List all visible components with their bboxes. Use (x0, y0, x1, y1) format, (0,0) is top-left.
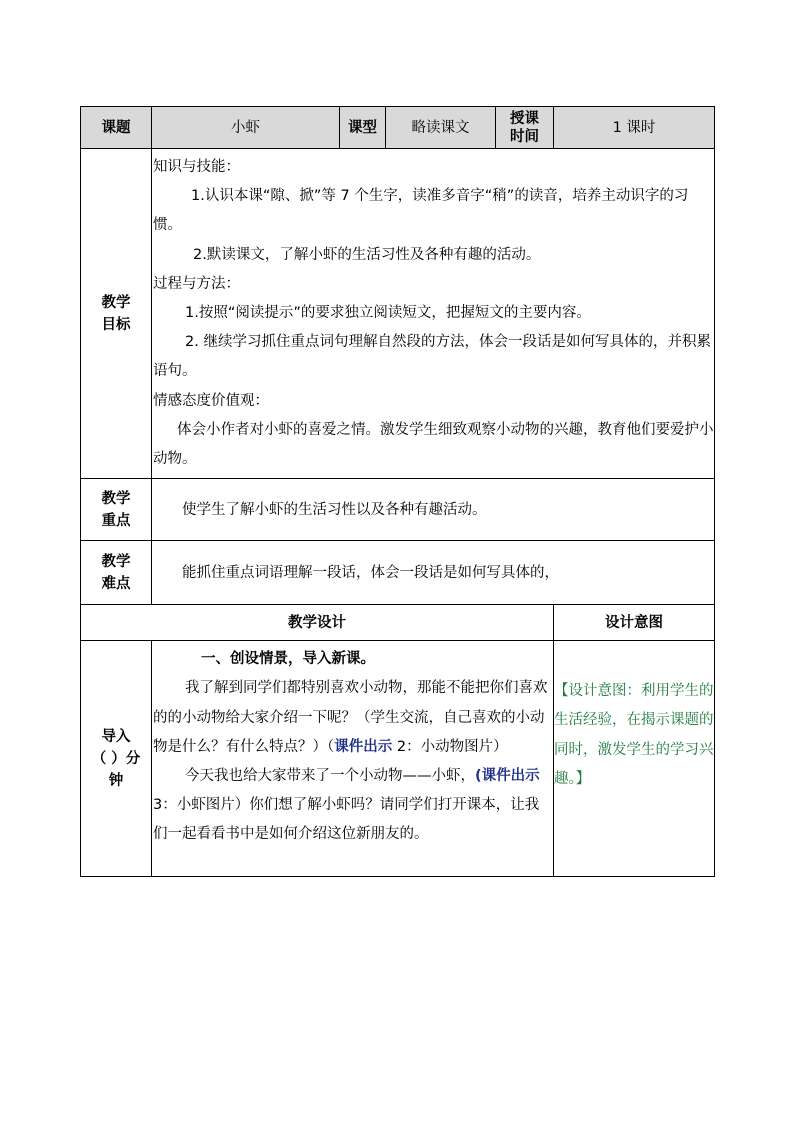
intro-paragraph-1-tail: 2：小动物图片） (392, 738, 508, 755)
time-label (496, 107, 554, 149)
section-header-row (81, 605, 715, 641)
intro-label-line1: 导入 (101, 728, 131, 745)
time-label-line2: 时间 (510, 128, 539, 145)
key-point-label (81, 479, 152, 541)
intro-title: 一、创设情景，导入新课。 (201, 651, 375, 668)
type-label: 课型 (340, 107, 386, 149)
intro-paragraph-1-text: 我了解到同学们都特别喜欢小动物，那能不能把你们喜欢的的小动物给大家介绍一下呢？（学生交流，自己喜欢的小动物是什么？有什么特点？）（ (153, 680, 548, 755)
key-point-label-line2: 重点 (101, 512, 131, 529)
header-row (81, 107, 715, 149)
intro-paragraph-2-text: 今天我也给大家带来了一个小动物——小虾， (185, 768, 475, 785)
lesson-plan-table (80, 106, 715, 877)
difficulty-row (81, 541, 715, 605)
intro-label-line2: （ ）分 (91, 750, 141, 767)
objectives-item: 2.默读课文，了解小虾的生活习性及各种有趣的活动。 (193, 246, 541, 263)
objectives-label-line1: 教学 (101, 294, 131, 311)
difficulty-label (81, 541, 152, 605)
topic-value: 小虾 (152, 107, 340, 149)
objectives-heading-knowledge: 知识与技能： (153, 159, 240, 175)
objectives-row (81, 149, 715, 479)
intro-label (81, 641, 152, 877)
objectives-heading-process: 过程与方法： (153, 275, 240, 292)
difficulty-label-line2: 难点 (101, 575, 131, 592)
objectives-item: 1.认识本课“隙、掀”等 7 个生字，读准多音字“稍”的读音，培养主动识字的习惯。 (153, 188, 689, 234)
difficulty-text: 能抓住重点词语理解一段话，体会一段话是如何写具体的， (152, 541, 715, 605)
objectives-content (152, 149, 715, 479)
intro-design-content (152, 641, 554, 877)
key-point-label-line1: 教学 (101, 490, 131, 507)
design-header: 教学设计 (81, 605, 554, 641)
intro-row (81, 641, 715, 877)
topic-label: 课题 (81, 107, 152, 149)
intro-paragraph-2 (153, 762, 552, 850)
courseware-highlight: (课件出示 (475, 768, 540, 785)
intro-intent-content (554, 641, 715, 877)
intro-intent-text: 【设计意图：利用学生的生活经验，在揭示课题的同时，激发学生的学习兴趣。】 (554, 683, 714, 787)
intent-header: 设计意图 (554, 605, 715, 641)
difficulty-label-line1: 教学 (101, 553, 131, 570)
time-label-line1: 授课 (510, 110, 539, 127)
objectives-heading-attitude: 情感态度价值观： (153, 392, 269, 409)
objectives-label-line2: 目标 (101, 316, 131, 333)
key-point-text: 使学生了解小虾的生活习性以及各种有趣活动。 (152, 479, 715, 541)
intro-label-line3: 钟 (108, 772, 124, 789)
intro-paragraph-2-tail: 3：小虾图片）你们想了解小虾吗？请同学们打开课本，让我们一起看看书中是如何介绍这位新朋友的。 (153, 797, 540, 843)
objectives-item: 2. 继续学习抓住重点词句理解自然段的方法，体会一段话是如何写具体的，并积累语句。 (153, 334, 711, 380)
intro-paragraph-1 (153, 674, 552, 762)
objectives-label (81, 149, 152, 479)
type-value: 略读课文 (386, 107, 496, 149)
key-point-row (81, 479, 715, 541)
courseware-highlight: 课件出示 (334, 738, 393, 755)
time-value: 1 课时 (554, 107, 715, 149)
objectives-item: 1.按照“阅读提示”的要求独立阅读短文，把握短文的主要内容。 (185, 305, 591, 322)
objectives-item: 体会小作者对小虾的喜爱之情。激发学生细致观察小动物的兴趣，教育他们要爱护小动物。 (153, 421, 714, 468)
